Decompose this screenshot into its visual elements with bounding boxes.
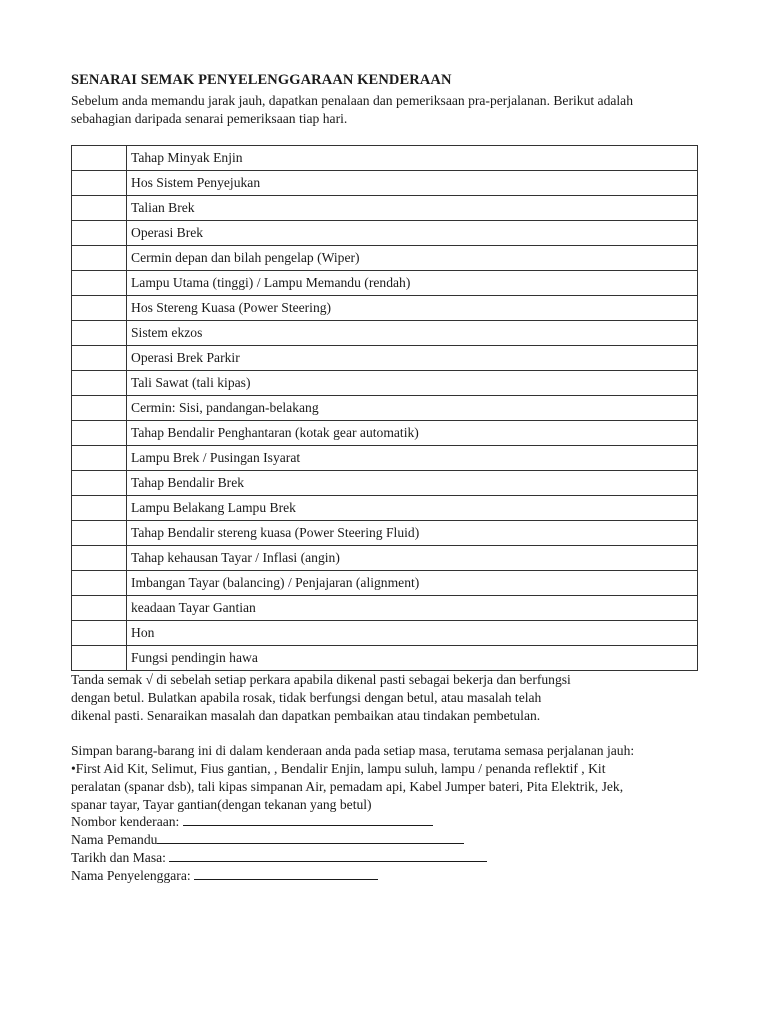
emergency-kit-paragraph: [71, 742, 711, 814]
table-row: [72, 221, 698, 246]
kit-line: Simpan barang-barang ini di dalam kenderaan anda pada setiap masa, terutama semasa perjalanan jauh:: [71, 743, 635, 758]
checklist-item: Lampu Utama (tinggi) / Lampu Memandu (rendah): [127, 271, 698, 296]
table-row: [72, 421, 698, 446]
instruction-line: dengan betul. Bulatkan apabila rosak, tidak berfungsi dengan betul, atau masalah telah: [71, 690, 542, 705]
checklist-item: Sistem ekzos: [127, 321, 698, 346]
checklist-item: Imbangan Tayar (balancing) / Penjajaran (alignment): [127, 571, 698, 596]
check-cell[interactable]: [72, 171, 127, 196]
kit-line: peralatan (spanar dsb), tali kipas simpanan Air, pemadam api, Kabel Jumper bateri, Pita Elektrik, Jek,: [71, 779, 624, 794]
checklist-item: Operasi Brek Parkir: [127, 346, 698, 371]
check-cell[interactable]: [72, 271, 127, 296]
check-cell[interactable]: [72, 346, 127, 371]
check-cell[interactable]: [72, 221, 127, 246]
check-cell[interactable]: [72, 571, 127, 596]
check-cell[interactable]: [72, 296, 127, 321]
field-label: Nama Penyelenggara:: [71, 868, 195, 883]
checklist-item: Operasi Brek: [127, 221, 698, 246]
check-cell[interactable]: [72, 446, 127, 471]
intro-line: Sebelum anda memandu jarak jauh, dapatkan penalaan dan pemeriksaan pra-perjalanan. Berikut adalah: [71, 93, 634, 108]
table-row: [72, 146, 698, 171]
date-time-input[interactable]: [169, 849, 487, 862]
check-cell[interactable]: [72, 321, 127, 346]
vehicle-number-input[interactable]: [183, 813, 433, 826]
checklist-table: [71, 145, 698, 671]
field-label: Tarikh dan Masa:: [71, 850, 170, 865]
form-fields: [71, 813, 487, 885]
table-row: [72, 296, 698, 321]
table-row: [72, 471, 698, 496]
check-cell[interactable]: [72, 496, 127, 521]
driver-name-field: [71, 831, 487, 849]
field-label: Nama Pemandu: [71, 832, 158, 847]
table-row: [72, 196, 698, 221]
checklist-item: Fungsi pendingin hawa: [127, 646, 698, 671]
vehicle-number-field: [71, 813, 487, 831]
document-title: SENARAI SEMAK PENYELENGGARAAN KENDERAAN: [71, 72, 452, 88]
checklist-item: Lampu Brek / Pusingan Isyarat: [127, 446, 698, 471]
driver-name-input[interactable]: [157, 831, 464, 844]
intro-paragraph: [71, 92, 711, 128]
kit-line: •First Aid Kit, Selimut, Fius gantian, , Bendalir Enjin, lampu suluh, lampu / penanda reflektif , Kit: [71, 761, 606, 776]
checklist-item: Hon: [127, 621, 698, 646]
kit-line: spanar tayar, Tayar gantian(dengan tekanan yang betul): [71, 797, 372, 812]
checklist-item: Talian Brek: [127, 196, 698, 221]
table-row: [72, 371, 698, 396]
field-label: Nombor kenderaan:: [71, 814, 183, 829]
checklist-item: Lampu Belakang Lampu Brek: [127, 496, 698, 521]
check-cell[interactable]: [72, 596, 127, 621]
check-cell[interactable]: [72, 246, 127, 271]
checklist-item: Tahap kehausan Tayar / Inflasi (angin): [127, 546, 698, 571]
date-time-field: [71, 849, 487, 867]
check-cell[interactable]: [72, 146, 127, 171]
table-row: [72, 571, 698, 596]
check-cell[interactable]: [72, 621, 127, 646]
checklist-item: Tali Sawat (tali kipas): [127, 371, 698, 396]
table-row: [72, 246, 698, 271]
checklist-item: Tahap Bendalir Brek: [127, 471, 698, 496]
checklist-item: Hos Stereng Kuasa (Power Steering): [127, 296, 698, 321]
maintainer-name-input[interactable]: [194, 867, 378, 880]
intro-line: sebahagian daripada senarai pemeriksaan tiap hari.: [71, 111, 348, 126]
table-row: [72, 621, 698, 646]
table-row: [72, 546, 698, 571]
table-row: [72, 271, 698, 296]
instruction-line: dikenal pasti. Senaraikan masalah dan dapatkan pembaikan atau tindakan pembetulan.: [71, 708, 541, 723]
table-row: [72, 596, 698, 621]
table-row: [72, 446, 698, 471]
maintainer-name-field: [71, 867, 487, 885]
check-cell[interactable]: [72, 196, 127, 221]
checklist-item: Tahap Bendalir Penghantaran (kotak gear automatik): [127, 421, 698, 446]
table-row: [72, 521, 698, 546]
instruction-line: Tanda semak √ di sebelah setiap perkara apabila dikenal pasti sebagai bekerja dan berfungsi: [71, 672, 571, 687]
checklist-item: Hos Sistem Penyejukan: [127, 171, 698, 196]
check-cell[interactable]: [72, 421, 127, 446]
check-cell[interactable]: [72, 471, 127, 496]
table-row: [72, 646, 698, 671]
check-cell[interactable]: [72, 396, 127, 421]
table-row: [72, 496, 698, 521]
check-cell[interactable]: [72, 646, 127, 671]
instructions-paragraph: [71, 671, 711, 725]
table-row: [72, 321, 698, 346]
check-cell[interactable]: [72, 546, 127, 571]
checklist-item: Cermin depan dan bilah pengelap (Wiper): [127, 246, 698, 271]
checklist-item: keadaan Tayar Gantian: [127, 596, 698, 621]
table-row: [72, 346, 698, 371]
check-cell[interactable]: [72, 521, 127, 546]
checklist-item: Tahap Bendalir stereng kuasa (Power Steering Fluid): [127, 521, 698, 546]
check-cell[interactable]: [72, 371, 127, 396]
checklist-item: Cermin: Sisi, pandangan-belakang: [127, 396, 698, 421]
table-row: [72, 171, 698, 196]
table-row: [72, 396, 698, 421]
checklist-item: Tahap Minyak Enjin: [127, 146, 698, 171]
